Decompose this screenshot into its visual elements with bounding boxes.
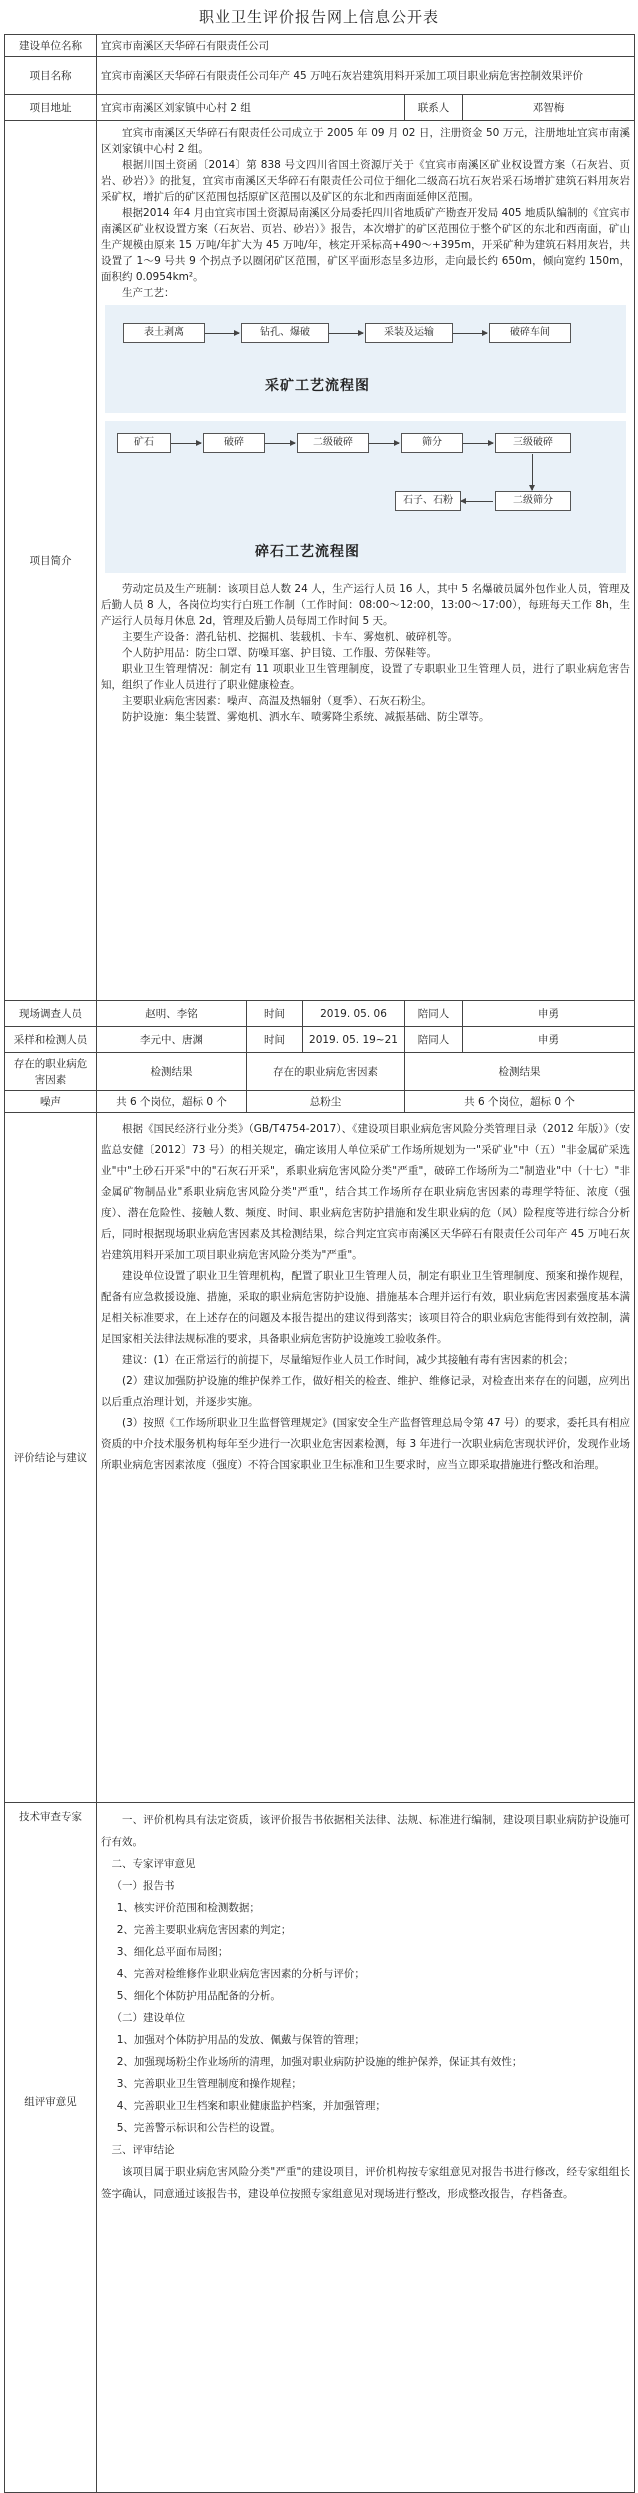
mining-step-1: 表土剥离 [123, 323, 205, 343]
conclusion-cell [97, 1113, 635, 1803]
survey-names: 赵明、李铭 [97, 1001, 247, 1027]
conclusion-p4: (2）建议加强防护设施的维护保养工作，做好相关的检查、维护、维修记录，对检查出来存在的问题，应列出以后重点治理计划，并逐步实施。 [101, 1375, 630, 1408]
review-l1: 一、评价机构具有法定资质，该评价报告书依据相关法律、法规、标准进行编制，建设项目职业病防护设施可行有效。 [101, 1814, 630, 1848]
mining-flow-title: 采矿工艺流程图 [265, 378, 370, 394]
hazard-noise-result: 共 6 个岗位，超标 0 个 [97, 1091, 247, 1113]
flow-arrow-icon [453, 333, 487, 334]
survey-time: 2019. 05. 06 [303, 1001, 405, 1027]
sampling-time-label: 时间 [247, 1027, 303, 1053]
flow-arrow-icon [205, 333, 239, 334]
intro-p4: 生产工艺： [122, 287, 175, 299]
intro-cell [97, 121, 635, 1001]
sampling-label: 采样和检测人员 [5, 1027, 97, 1053]
intro-p3: 根据2014 年4 月由宜宾市国土资源局南溪区分局委托四川省地质矿产勘查开发局 405 地质队编制的《宜宾市南溪区矿业权设置方案（石灰岩、页岩、砂岩）》报告，本次增扩的矿区范围位于整个矿区的东北和西南面，矿山生产规模由原来 15 万吨/年扩大为 45 万吨/年，核定开采标高+490～+395m，开采矿种为建筑石料用灰岩，共设置了 1～9 号共 9 个拐点予以圈闭矿区范围，矿区平面形态呈多边形，走向最长约 650m，倾向宽约 150m，面积约 0.0954km²。 [101, 207, 630, 283]
survey-companion-label: 陪同人 [405, 1001, 463, 1027]
review-item: 5、完善警示标识和公告栏的设置。 [116, 2122, 281, 2134]
project-value: 宜宾市南溪区天华碎石有限责任公司年产 45 万吨石灰岩建筑用料开采加工项目职业病危害控制效果评价 [97, 57, 635, 95]
survey-companion: 申勇 [463, 1001, 635, 1027]
conclusion-p5: (3）按照《工作场所职业卫生监督管理规定》(国家安全生产监督管理总局令第 47 号）的要求，委托具有相应资质的中介技术服务机构每年至少进行一次职业危害因素检测，每 3 年进行一次职业病危害现状评价，发现作业场所职业病危害因素浓度（强度）不符合国家职业卫生标准和卫生要求时，应当立即采取措施进行整改和治理。 [101, 1417, 630, 1471]
intro-p9: 主要职业病危害因素：噪声、高温及热辐射（夏季）、石灰石粉尘。 [122, 695, 432, 707]
unit-label: 建设单位名称 [5, 35, 97, 57]
flow-arrow-icon [329, 333, 363, 334]
intro-p1: 宜宾市南溪区天华碎石有限责任公司成立于 2005 年 09 月 02 日，注册资金 50 万元，注册地址宜宾市南溪区刘家镇中心村 2 组。 [101, 127, 630, 155]
hazard-header-4: 检测结果 [405, 1053, 635, 1091]
page-title: 职业卫生评价报告网上信息公开表 [198, 8, 439, 26]
survey-time-label: 时间 [247, 1001, 303, 1027]
flow-arrow-down-icon [532, 454, 533, 490]
intro-p2: 根据川国土资函〔2014〕第 838 号文四川省国土资源厅关于《宜宾市南溪区矿业权设置方案（石灰岩、页岩、砂岩）》的批复，宜宾市南溪区天华碎石有限责任公司位于细化二级高石坑石灰岩采石场增扩建筑石料用灰岩采矿权，增扩后的矿区范围包括原矿区范围以及矿区的东北和西南面延伸区范围。 [101, 159, 630, 203]
conclusion-p3: 建议：(1）在正常运行的前提下，尽量缩短作业人员工作时间，减少其接触有毒有害因素的机会； [122, 1354, 574, 1366]
crush-flow-diagram [105, 421, 626, 573]
mining-step-3: 采装及运输 [365, 323, 453, 343]
hazard-dust: 总粉尘 [247, 1091, 405, 1113]
review-label-cell [5, 1803, 97, 2493]
review-l4: （二）建设单位 [111, 2012, 185, 2024]
flow-arrow-icon [265, 443, 295, 444]
unit-value: 宜宾市南溪区天华碎石有限责任公司 [97, 35, 635, 57]
flow-arrow-left-icon [461, 501, 493, 502]
crush-flow-title: 碎石工艺流程图 [255, 544, 360, 560]
sampling-companion-label: 陪同人 [405, 1027, 463, 1053]
flow-arrow-icon [369, 443, 399, 444]
contact-value: 邓智梅 [463, 95, 635, 121]
crush-step-1: 矿石 [117, 433, 171, 453]
mining-flow-diagram [105, 305, 626, 413]
mining-step-2: 钻孔、爆破 [241, 323, 329, 343]
review-item: 4、完善职业卫生档案和职业健康监护档案，并加强管理； [116, 2100, 386, 2112]
review-item: 2、加强现场粉尘作业场所的清理，加强对职业病防护设施的维护保养，保证其有效性； [116, 2056, 523, 2068]
info-table [4, 34, 635, 2493]
crush-step-7: 石子、石粉 [395, 491, 461, 511]
review-label-top: 技术审查专家 [19, 1811, 82, 1823]
crush-step-3: 二级破碎 [297, 433, 369, 453]
review-item: 5、细化个体防护用品配备的分析。 [116, 1990, 281, 2002]
address-value: 宜宾市南溪区刘家镇中心村 2 组 [97, 95, 405, 121]
intro-p6: 主要生产设备：潜孔钻机、挖掘机、装载机、卡车、雾炮机、破碎机等。 [122, 631, 458, 643]
review-item: 4、完善对检维修作业职业病危害因素的分析与评价； [116, 1968, 365, 1980]
sampling-companion: 申勇 [463, 1027, 635, 1053]
hazard-dust-result: 共 6 个岗位，超标 0 个 [405, 1091, 635, 1113]
conclusion-p1: 根据《国民经济行业分类》（GB/T4754-2017）、《建设项目职业病危害风险分类管理目录（2012 年版）》（安监总安健〔2012〕73 号）的相关规定，确定该用人单位采矿工作场所规划为一"采矿业"中（五）"非金属矿采选业"中"土砂石开采"中的"石灰石开采"，系职业病危害风险分类"严重"，破碎工作场所为二"制造业"中（十七）"非金属矿物制品业"系职业病危害风险分类"严重"，结合其工作场所存在职业病危害因素的毒理学特征、浓度（强度）、潜在危险性、接触人数、频度、时间、职业病危害防护措施和发生职业病的危（风）险程度等进行综合分析后，同时根据现场职业病危害因素及其检测结果，综合判定宜宾市南溪区天华碎石有限责任公司年产 45 万吨石灰岩建筑用料开采加工项目职业病危害风险分类为"严重"。 [101, 1123, 630, 1261]
crush-step-6: 二级筛分 [495, 491, 571, 511]
hazard-header-2: 检测结果 [97, 1053, 247, 1091]
conclusion-p2: 建设单位设置了职业卫生管理机构，配置了职业卫生管理人员，制定有职业卫生管理制度、预案和操作规程，配备有应急救援设施、措施，采取的职业病危害防护设施、措施基本合理并运行有效，职业病危害因素强度基本满足相关标准要求，在上述存在的问题及本报告提出的建议得到落实；该项目符合的职业病危害能得到有效控制，满足国家相关法律法规标准的要求，具备职业病危害防护设施竣工验收条件。 [101, 1270, 630, 1345]
review-l5: 三、评审结论 [111, 2144, 175, 2156]
hazard-noise: 噪声 [5, 1091, 97, 1113]
review-item: 1、加强对个体防护用品的发放、佩戴与保管的管理； [116, 2034, 365, 2046]
project-label: 项目名称 [5, 57, 97, 95]
review-l6: 该项目属于职业病危害风险分类"严重"的建设项目，评价机构按专家组意见对报告书进行修改，经专家组组长签字确认，同意通过该报告书，建设单位按照专家组意见对现场进行整改，形成整改报告，存档备查。 [101, 2166, 630, 2200]
conclusion-label: 评价结论与建议 [5, 1113, 97, 1803]
address-label: 项目地址 [5, 95, 97, 121]
crush-step-2: 破碎 [203, 433, 265, 453]
survey-label: 现场调查人员 [5, 1001, 97, 1027]
flow-arrow-icon [463, 443, 493, 444]
intro-p8: 职业卫生管理情况：制定有 11 项职业卫生管理制度，设置了专职职业卫生管理人员，进行了职业病危害告知，组织了作业人员进行了职业健康检查。 [101, 663, 630, 691]
review-item: 1、核实评价范围和检测数据； [116, 1902, 260, 1914]
review-label: 组评审意见 [24, 2096, 77, 2108]
review-item: 3、细化总平面布局图； [116, 1946, 229, 1958]
review-l2: 二、专家评审意见 [111, 1858, 196, 1870]
hazard-header-1: 存在的职业病危害因素 [5, 1053, 97, 1091]
contact-label: 联系人 [405, 95, 463, 121]
intro-p10: 防护设施：集尘装置、雾炮机、洒水车、喷雾降尘系统、减振基础、防尘罩等。 [122, 711, 490, 723]
crush-step-4: 筛分 [401, 433, 463, 453]
intro-p5: 劳动定员及生产班制：该项目总人数 24 人，生产运行人员 16 人，其中 5 名爆破员属外包作业人员，管理及后勤人员 8 人，各岗位均实行白班工作制（工作时间：08:00～12:00，13:00～17:00），每班每天工作 8h，生产运行人员每月休息 2d，管理及后勤人员每周工作时间 5 天。 [101, 583, 630, 627]
review-cell [97, 1803, 635, 2493]
intro-p7: 个人防护用品：防尘口罩、防噪耳塞、护目镜、工作服、劳保鞋等。 [122, 647, 437, 659]
flow-arrow-icon [171, 443, 201, 444]
sampling-names: 李元中、唐渊 [97, 1027, 247, 1053]
review-item: 3、完善职业卫生管理制度和操作规程； [116, 2078, 302, 2090]
review-l3: （一）报告书 [111, 1880, 175, 1892]
mining-step-4: 破碎车间 [489, 323, 571, 343]
hazard-header-3: 存在的职业病危害因素 [247, 1053, 405, 1091]
intro-label: 项目简介 [5, 121, 97, 1001]
crush-step-5: 三级破碎 [495, 433, 571, 453]
review-item: 2、完善主要职业病危害因素的判定； [116, 1924, 292, 1936]
sampling-time: 2019. 05. 19~21 [303, 1027, 405, 1053]
